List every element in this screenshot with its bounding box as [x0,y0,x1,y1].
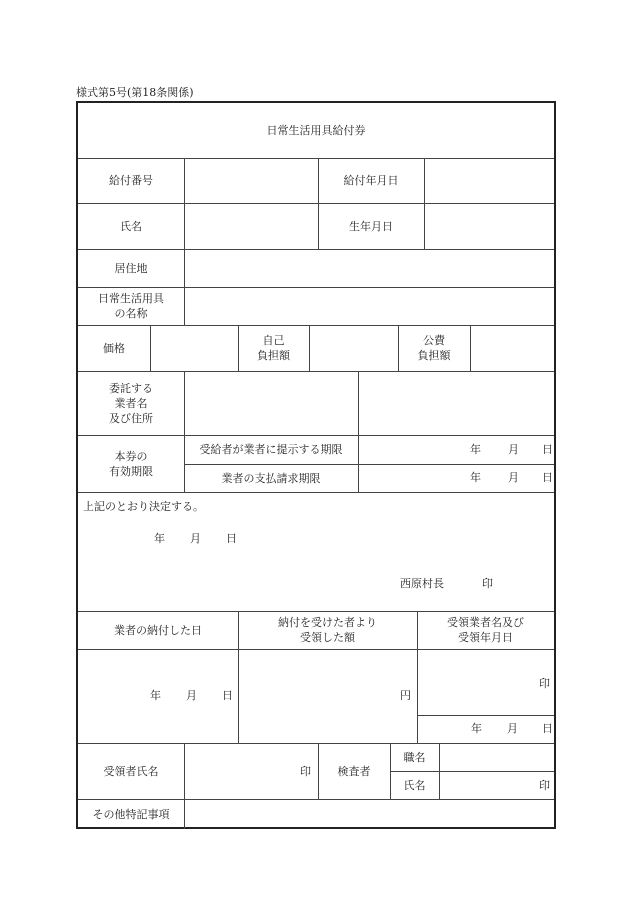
label-shimei: 氏名 [120,219,142,233]
nouhu-date-field[interactable] [78,649,238,743]
nouhu-day-unit: 日 [222,689,233,702]
nouhu-month-unit: 月 [186,689,197,702]
label-jyuryo-gyosha [417,611,554,649]
kohi-futan-field[interactable] [470,325,554,371]
kyufu-nengappi-field[interactable] [424,158,554,203]
teiji-year-unit: 年 [470,443,481,456]
decision-year-unit: 年 [154,532,165,545]
label-kohi-futan [398,325,470,371]
label-jiko-line1: 自己 [262,334,285,347]
label-yogu-name-line1: 日常生活用具 [98,292,164,305]
ryoshu-gaku-field[interactable] [238,649,417,743]
jyuryo-date-field[interactable] [417,715,554,743]
kyufu-ken-form [76,101,556,829]
kakaku-field[interactable] [150,325,238,371]
label-itaku-line2: 業者名 [114,396,148,410]
label-jiko-futan [238,325,309,371]
kensa-shimei-field[interactable] [439,771,554,799]
label-itaku-line1: 委託する [109,381,153,395]
jyuryo-year-unit: 年 [471,722,482,735]
form-number: 様式第5号(第18条関係) [76,86,194,99]
kyufu-bango-field[interactable] [184,158,318,203]
seikyu-month-unit: 月 [508,471,519,484]
itaku-gyosha-name-field[interactable] [184,371,358,435]
teiji-month-unit: 月 [508,443,519,456]
label-kyufu-nengappi: 給付年月日 [343,174,399,187]
seikyu-day-unit: 日 [542,471,553,484]
yen-unit: 円 [400,689,411,702]
label-yuko-line1: 本券の [114,449,148,463]
label-kohi-line2: 負担額 [417,349,451,362]
label-yogu-name-line2: の名称 [114,307,148,320]
itaku-gyosha-address-field[interactable] [358,371,554,435]
label-kyufu-bango: 給付番号 [109,174,153,187]
jyuryo-month-unit: 月 [507,722,518,735]
shimei-field[interactable] [184,203,318,249]
jyuryo-gyosha-name-field[interactable] [417,649,554,715]
label-shokumei: 職名 [403,750,426,764]
decision-text: 上記のとおり決定する。 [83,500,204,513]
label-ryoshu-line1: 納付を受けた者より [278,616,377,629]
label-teiji-kigen: 受給者が業者に提示する期限 [199,443,343,456]
label-sonota: その他特記事項 [92,807,170,821]
signer-title: 西原村長 [400,577,444,590]
label-jyuryosha-name: 受領者氏名 [103,764,159,778]
form-title-text: 日常生活用具給付券 [266,124,366,137]
jiko-futan-field[interactable] [309,325,398,371]
jyuryo-gyosha-seal: 印 [539,677,550,690]
decision-day-unit: 日 [226,532,237,545]
yogu-name-field[interactable] [184,287,554,325]
label-kakaku: 価格 [103,341,125,355]
label-kensa: 検査者 [337,764,371,778]
label-nouhu-date: 業者の納付した日 [114,623,202,637]
kensa-seal: 印 [539,779,550,792]
nouhu-year-unit: 年 [150,689,161,702]
label-yogu-name [78,287,184,325]
label-jyuryo-line2: 受領年月日 [458,631,513,644]
label-yuko-kigen [78,435,184,492]
jyuryosha-seal: 印 [300,765,311,778]
label-seinengappi: 生年月日 [349,219,393,233]
label-kensa-shimei: 氏名 [403,778,426,792]
shokumei-field[interactable] [439,743,554,771]
seikyu-kigen-date-field[interactable] [358,464,554,492]
form-title [78,103,554,158]
seinengappi-field[interactable] [424,203,554,249]
label-jiko-line2: 負担額 [257,349,290,362]
signer-seal: 印 [482,577,493,590]
label-itaku-gyosha [78,371,184,435]
label-ryoshu-line2: 受領した額 [300,631,355,644]
label-itaku-line3: 及び住所 [109,411,153,425]
sonota-field[interactable] [184,799,554,829]
jyuryo-day-unit: 日 [542,722,553,735]
teiji-day-unit: 日 [542,443,553,456]
label-kohi-line1: 公費 [423,334,445,347]
decision-month-unit: 月 [190,532,201,545]
label-ryoshu-gaku [238,611,417,649]
label-seikyu-kigen: 業者の支払請求期限 [221,471,321,485]
label-kyojuchi: 居住地 [114,261,148,275]
jyuryosha-name-field[interactable] [184,743,318,799]
label-yuko-line2: 有効期限 [109,464,153,478]
kyojuchi-field[interactable] [184,249,554,287]
seikyu-year-unit: 年 [470,471,481,484]
teiji-kigen-date-field[interactable] [358,435,554,464]
label-jyuryo-line1: 受領業者名及び [447,616,524,629]
